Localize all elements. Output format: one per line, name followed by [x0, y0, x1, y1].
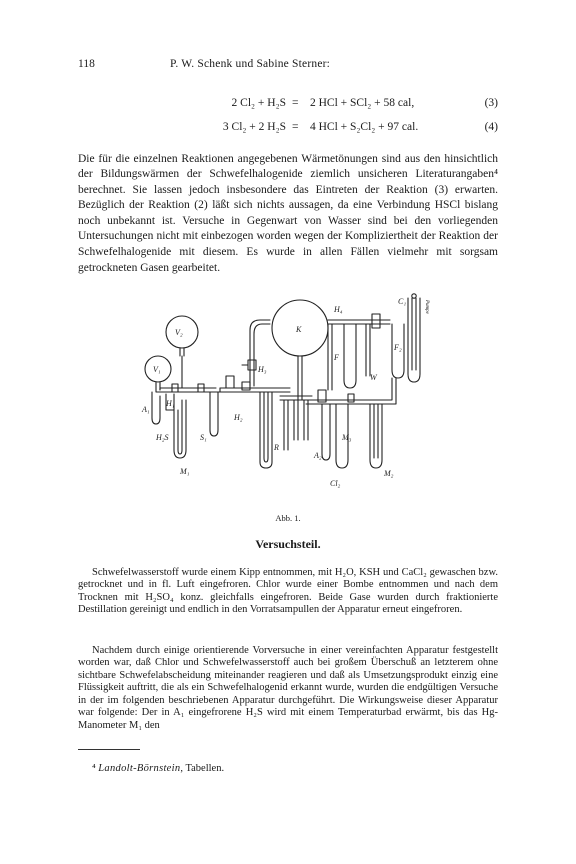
ampoule-a1 — [152, 392, 160, 424]
body-paragraph-3: Nachdem durch einige orientierende Vorversuche in einer vereinfachten Apparatur festgestellt worden war, daß Chlor und Schwefelwasserstoff auch bei großem Überschuß an letzterem ohne sichtbare Schwefelabscheidung miteinander reagieren und daß als Umsetzungsprodukt einzig eine Flüssigkeit auftritt, die als ein Schwefelhalogenid erkannt wurde, wurden die endgültigen Versuche in der im folgenden beschriebenen Apparatur durchgeführt. Die Wirkungsweise dieser Apparatur war folgende: Der in A₁ eingefrorene H₂S wird mit einem Temperaturbad erwärmt, bis das Hg-Manometer M₁ den — [78, 644, 498, 732]
footnote-author: Landolt-Börnstein — [98, 763, 181, 774]
label-w: W — [370, 373, 377, 382]
body-paragraph-1: Die für die einzelnen Reaktionen angegebenen Wärmetönungen sind aus den hinsichtlich der Bildungswärmen der Schwefelhalogenide ziemlich unsicheren Literaturangaben⁴ berechnet. Sie lassen jedoch insbesondere das Eintreten der Reaktion (3) erwarten. Bezüglich der Reaktion (2) läßt sich nichts aussagen, da eine Verbindung HSCl bislang noch unbekannt ist. Versuche in Gegenwart von Wasser sind bei den vorliegenden Untersuchungen nicht mit einbezogen worden wegen der Kompliziertheit der Reaktion der Schwefelhalogenide mit diesem. Es wurde in allen Fällen vielmehr mit sorgsam getrockneten Gasen gearbeitet. — [78, 152, 498, 274]
label-cl2: Cl₂ — [330, 479, 341, 488]
footnote-text: , Tabellen. — [180, 763, 225, 774]
label-m2: M₂ — [384, 469, 394, 478]
footnote-mark: ⁴ — [92, 763, 96, 774]
section-title: Versuchsteil. — [255, 537, 321, 551]
label-a1: A₁ — [142, 405, 150, 414]
equation-3 — [78, 97, 498, 113]
label-k: K — [296, 325, 302, 334]
running-title: P. W. Schenk und Sabine Sterner: — [170, 58, 331, 70]
equation-number: (3) — [484, 97, 498, 109]
equation-lhs: 3 Cl₂ + 2 H₂S — [222, 121, 286, 133]
label-c1: C₁ — [398, 297, 407, 306]
equation-4 — [78, 121, 498, 137]
label-v1: V₁ — [153, 365, 161, 374]
label-s1: S₁ — [200, 433, 207, 442]
label-m1: M₁ — [180, 467, 190, 476]
label-r: R — [274, 443, 279, 452]
label-h1: H₁ — [166, 399, 175, 408]
equation-lhs: 2 Cl₂ + H₂S — [231, 97, 286, 109]
manometer-m1 — [174, 400, 186, 458]
label-pumpe: Pumpe — [424, 300, 429, 314]
body-paragraph-2: Schwefelwasserstoff wurde einem Kipp entnommen, mit H₂O, KSH und CaCl₂ gewaschen bzw. getrocknet und in fl. Luft eingefroren. Chlor wurde einer Bombe entnommen und nach dem Trocknen mit H₂SO₄ konz. gleichfalls eingefroren. Beide Gase wurden durch fraktionierte Destillation gereinigt und endlich in den Vorratsampullen der Apparatur erneut eingefroren. — [78, 566, 498, 616]
equation-equals: = — [292, 121, 299, 133]
label-f: F — [334, 353, 339, 362]
equation-rhs: 4 HCl + S₂Cl₂ + 97 cal. — [310, 121, 419, 133]
page-number: 118 — [78, 58, 95, 70]
label-h4: H₄ — [334, 305, 343, 314]
label-f2: F₂ — [394, 343, 402, 352]
figure-caption: Abb. 1. — [275, 513, 301, 523]
equation-number: (4) — [484, 121, 498, 133]
manometer-m2 — [370, 404, 382, 468]
ampoule-a2 — [322, 404, 330, 460]
equation-equals: = — [292, 97, 299, 109]
page-header — [78, 58, 498, 74]
label-h2: H₂ — [234, 413, 243, 422]
footnote-rule — [78, 749, 140, 750]
label-a2: A₂ — [314, 451, 322, 460]
label-v2: V₂ — [175, 328, 183, 337]
equation-rhs: 2 HCl + SCl₂ + 58 cal, — [310, 97, 415, 109]
label-h2s: H₂S — [156, 433, 169, 442]
label-m3: M₃ — [342, 433, 352, 442]
footnote — [92, 763, 224, 774]
reaction-vessel-r — [260, 392, 272, 468]
label-h3: H₃ — [258, 365, 267, 374]
apparatus-figure — [130, 290, 446, 502]
